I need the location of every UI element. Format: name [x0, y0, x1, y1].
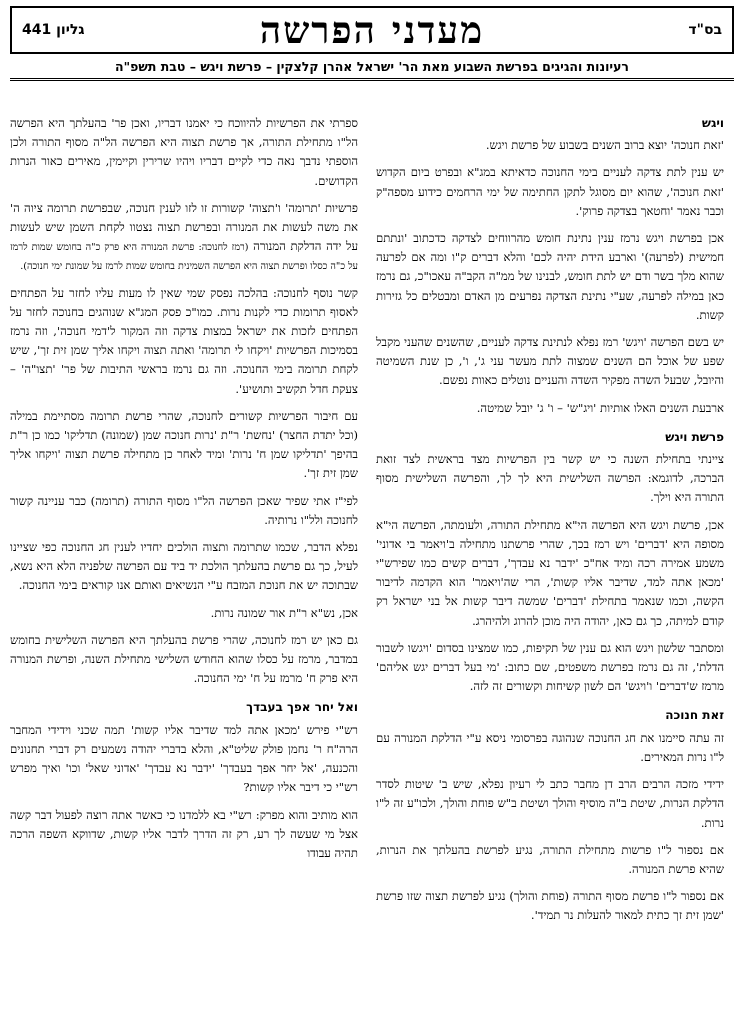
header-divider [10, 78, 734, 81]
paragraph: לפי"ז אתי שפיר שאכן הפרשה הל"ו מסוף התורה (תרומה) כבר עניינה קשור לחנוכה ולל"ו נרותיה. [10, 493, 358, 527]
article-columns [10, 94, 734, 1004]
paragraph: אכן, נש"א ר"ת אור שמונה נרות. [210, 605, 358, 620]
paragraph: ידידי מזכה הרבים הרב דן מחבר כתב לי רעיון נפלא, שיש ב' שיטות לסדר הדלקת הנרות, שיטת ב"ה מוסיף והולך ושיטת ב"ש פוחת והולך, ולכו"ע זה ל"ו נרות. [376, 777, 724, 830]
paragraph: ספרתי את הפרשיות להיווכח כי יאמנו דבריו, ואכן פר' בהעלתך היא הפרשה הל"ו מתחילת התורה, אך פרשת תצוה היא הפרשה הל"ה מסוף התורה ולכן הוספתי נדבך נאה כדי לקיים דבריו ויהיו שרירין וקיימין, מאירים כאור הנרות הקדושים. [10, 116, 358, 188]
paragraph: אם נספור ל"ו פרשות מתחילת התורה, נגיע לפרשת בהעלתך את הנרות, שהיא פרשת המנורה. [376, 842, 724, 876]
page [10, 6, 734, 1004]
section-heading: ויגש [701, 116, 724, 130]
masthead-subtitle: רעיונות והגיגים בפרשת השבוע מאת הר' ישראל אהרן קלצקין – פרשת ויגש – טבת תשפ"ה [115, 59, 629, 74]
paragraph: הוא מותיב והוא מפרק: רש"י בא ללמדנו כי כאשר אתה רוצה לפעול דבר קשה אצל מי שעשה לך רע, רק זה הדרך לדבר אליו קשות, שדווקא השפה הרכה תהיה עבודו [10, 807, 358, 860]
bsd-label: בס"ד [688, 22, 722, 38]
paragraph: זה עתה סיימנו את חג החנוכה שנהוגה בפרסומי ניסא ע"י הדלקת המנורה עם ל"ו נרות המאירים. [376, 730, 724, 764]
paragraph: אם נספור ל"ו פרשת מסוף התורה (פוחת והולך) נגיע לפרשת תצוה שזו פרשת 'שמן זית זך כתית למאור להעלות נר תמיד'. [376, 889, 724, 923]
paragraph: רש"י פירש 'מכאן אתה למד שדיבר אליו קשות' תמה שכני וידידי המחבר הרה"ח ר' נחמן פולק שליט"א, והלא בדברי יהודה נשמעים רק דברי תחנונים והכנעה, 'אל יחר אפך בעבדך' 'ידבר נא עבדך' 'אדוני שאל' וכו' ואיך מפרש רש"י כי דיבר אליו קשות? [10, 722, 358, 795]
paragraph: ארבעת השנים האלו אותיות 'ויג"ש' – ו' ג' יובל שמיטה. [476, 400, 724, 415]
paragraph: קשר נוסף לחנוכה: בהלכה נפסק שמי שאין לו מעות עליו לחזר על הפתחים לאסוף תרומות כדי לקנות נרות. כמו"כ פסק המג"א שנוהגים בחנוכה לחזר על הפתחים לזכות את ישראל במצות צדקה וזה המקור ל'דמי חנוכה', וזה נרמז בסמיכות הפרשיות 'ויקחו לי תרומה' ואתה תצוה ויקחו אליך שמן זית זך', שיש לקחת תרומה בימי החנוכה. וזה גם נרמז בראשי התיבות של פר' 'תצו"ה' – צעקת חדל תקשיב ותושיע'. [10, 285, 358, 396]
paragraph: נפלא הדבר, שכמו שתרומה ותצוה הולכים יחדיו לענין חג החנוכה כפי שציינו לעיל, כך גם פרשת בהעלתך הולכת יד ביד עם הפרשה שלפניה הלא היא נשא, שבתוכה יש את חנוכת המזבח ע"י הנשיאים ואותם אנו קוראים בימי החנוכה. [10, 540, 358, 593]
section-heading: ואל יחר אפך בעבדך [246, 700, 358, 715]
masthead-header [10, 6, 734, 94]
paragraph: אכן, פרשת ויגש היא הפרשה הי"א מתחילת התורה, ולעומתה, הפרשה הי"א מסופה היא 'דברים' ויש רמז בכך, שהרי פרשתנו מתחילה ב'ויאמר בי אדוני' משמע אמירה רכה ומיד אח"כ 'ידבר נא עבדך', דברים קשים כמו שפירש"י 'מכאן אתה למד, שדיבר אליו קשות', הרי שה'ויאמר' הוא הקדמה לדיבור הקשה, וכמו שנאמר בתחילת 'דברים' שמשה דיבר קשות אל בני ישראל רק קודם למיתה, כך גם כאן, יהודה היה מוכן להרוג ולהיהרג. [376, 517, 724, 628]
left-column [10, 114, 358, 871]
issue-number: גליון 441 [22, 22, 85, 38]
paragraph: ומסתבר שלשון ויגש הוא גם ענין של תקיפות, כמו שמצינו בסדום 'ויגשו לשבור הדלת', זה גם נרמז בפרשת משפטים, שם כתוב: 'מי בעל דברים יגש אליהם' מרמז ש'דברים' ו'ויגש' הם לשון קשיחות וקשורים זה לזה. [376, 640, 724, 694]
masthead-title: מעדני הפרשה [259, 8, 485, 52]
paragraph-note: (רמז לחנוכה: פרשת המנורה היא פרק כ"ה בחומש שמות לרמז על כ"ה כסלו ופרשת תצוה היא הפרשה השמינית בחומש שמות לרמז על שמונת ימי חנוכה). [10, 242, 358, 273]
paragraph: אכן בפרשת ויגש נרמז ענין נתינת חומש מהרווחים לצדקה כדכתוב 'ונתתם חמישית (לפרעה)' וארבע הידת יהיה לכם' והלא דברים ק"ו ומה אם לפרעה שהוא מלך בשר ודם יש לתת חומש, לבנינו של ממ"ה הקב"ה עאכו"כ, גם נרמז כאן במילה לפרעה, שע"י נתינת הצדקה נפרעים מן האדם ומבטלים כל גזירות קשות. [376, 231, 724, 322]
right-column [376, 114, 724, 934]
paragraph: 'זאת חנוכה' יוצא ברוב השנים בשבוע של פרשת ויגש. [485, 138, 724, 153]
paragraph-text: פרשיות 'תרומה' ו'תצוה' קשורות זו לזו לענין חנוכה, שבפרשת תרומה ציוה ה' את משה לעשות את המנורה ובפרשת תצוה נצטוו לקחת השמן שיש לעשות על ידה הדלקת המנורה [10, 200, 359, 254]
section-heading: פרשת ויגש [665, 429, 724, 444]
paragraph: יש בשם הפרשה 'ויגש' רמז נפלא לנתינת צדקה לעניים, שהשנים שהעני מקבל שפע של אוכל הם השנים שמצוה לתת מעשר עני ג', ו', כן שנת השמיטה והיובל, שבעל השדה מפקיר השדה והעניים נוטלים כאוות נפשם. [376, 335, 724, 388]
paragraph: גם כאן יש רמז לחנוכה, שהרי פרשת בהעלתך היא הפרשה השלישית בחומש במדבר, מרמז על כסלו שהוא החודש השלישי מתחילת השנה, ופרשת המנורה היא פרק ח' מרמז על ח' ימי החנוכה. [10, 632, 358, 686]
section-heading: זאת חנוכה [665, 708, 724, 723]
paragraph: ציינתי בתחילת השנה כי יש קשר בין הפרשיות מצד בראשית לצד זואת הברכה, לדוגמא: הפרשה השלישית היא לך לך, והפרשה השלישית מסוף התורה היא וילך. [376, 452, 724, 505]
paragraph [10, 199, 358, 276]
paragraph: יש ענין לתת צדקה לעניים בימי החנוכה כדאיתא במג"א ובפרט ביום הקדוש 'זאת חנוכה', שהוא יום מסוגל לתקן החתימה של ימי הרחמים כידוע מספה"ק וכבר נאמר 'וחטאך בצדקה פרוק'. [376, 165, 724, 218]
paragraph: עם חיבור הפרשיות קשורים לחנוכה, שהרי פרשת תרומה מסתיימת במילה (וכל יתדת החצר) 'נחשת' ר"ת 'נרות חנוכה שמן (שמונה) תדליקו' כמו כן ר"ת בהיפך 'תדליקו שמן ח' נרות' ומיד לאחר כן מתחילה פרשת תצוה 'ויקחו אליך שמן זית זך'. [10, 408, 358, 481]
